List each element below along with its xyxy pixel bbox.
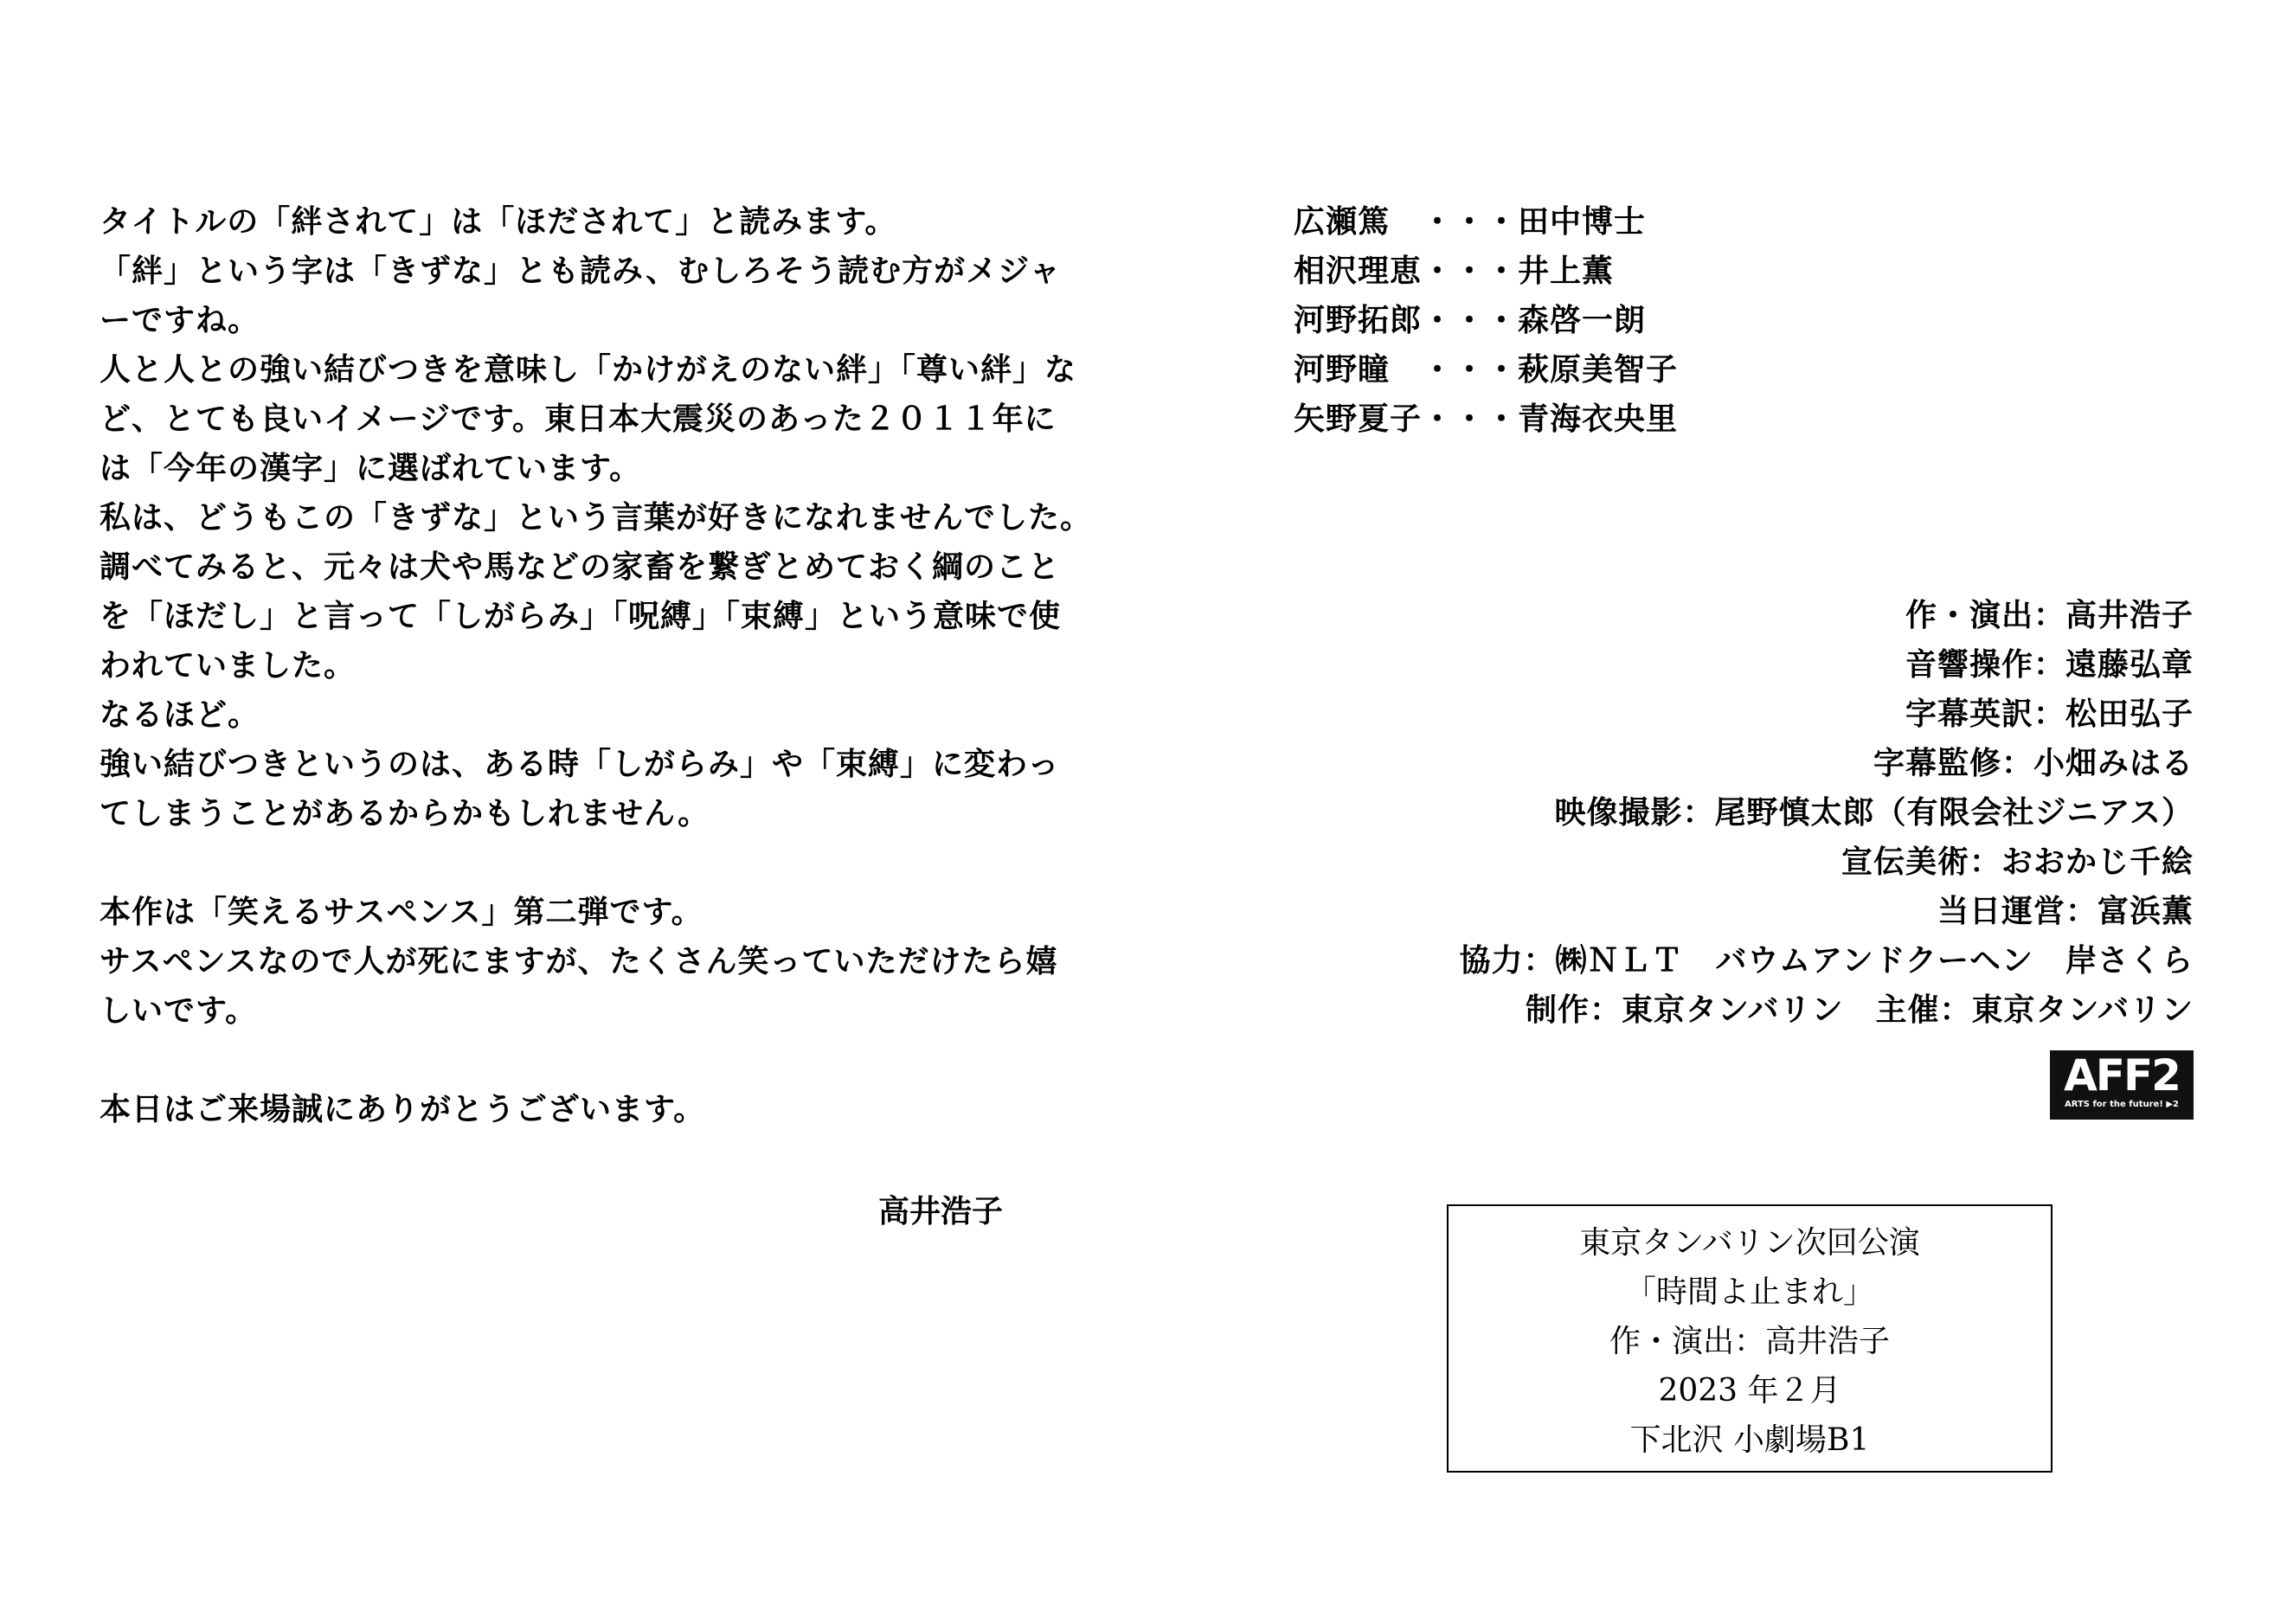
essay-line: 本作は「笑えるサスペンス」第二弾です。 [100, 894, 703, 930]
next-performance-date: 2023 年２月 [1658, 1373, 1841, 1409]
staff-row: 映像撮影：尾野慎太郎（有限会社ジニアス） [1554, 794, 2194, 831]
next-performance-venue: 下北沢 小劇場B1 [1629, 1422, 1870, 1458]
essay-paragraph-gap [100, 1036, 1017, 1085]
essay-line: を「ほだし」と言って「しがらみ」「呪縛」「束縛」という意味で使 [100, 598, 1062, 634]
staff-row: 字幕監修：小畑みはる [1873, 745, 2194, 781]
staff-row: 作・演出：高井浩子 [1905, 597, 2194, 633]
essay-line: 人と人との強い結びつきを意味し「かけがえのない絆」「尊い絆」な [100, 351, 1077, 388]
cast-row: 矢野夏子・・・青海衣央里 [1294, 401, 1679, 437]
essay-line: われていました。 [100, 647, 357, 684]
aff2-logo-tagline: ARTS for the future! ▶2 [2064, 1100, 2180, 1109]
aff2-logo [2050, 1050, 2194, 1120]
aff2-logo-mark: AFF2 [2064, 1050, 2180, 1101]
cast-row: 河野拓郎・・・森啓一朗 [1294, 302, 1647, 338]
essay-line: なるほど。 [100, 696, 260, 733]
essay-line: ーですね。 [100, 302, 260, 338]
essay-line: 本日はご来場誠にありがとうございます。 [100, 1091, 706, 1127]
next-performance-director: 作・演出：高井浩子 [1609, 1324, 1890, 1359]
essay-line: ど、とても良いイメージです。東日本大震災のあった２０１１年に [100, 401, 1057, 437]
cast-list [1294, 197, 1744, 444]
staff-row: 当日運営：富浜薫 [1937, 893, 2194, 929]
essay-line: しいです。 [100, 992, 258, 1029]
essay-line: 私は、どうもこの「きずな」という言葉が好きになれませんでした。 [100, 499, 1093, 536]
essay-text [100, 197, 1093, 1134]
next-performance-title: 「時間よ止まれ」 [1624, 1274, 1874, 1310]
essay-line: 強い結びつきというのは、ある時「しがらみ」や「束縛」に変わっ [100, 746, 1060, 782]
essay-signature: 高井浩子 [878, 1193, 1004, 1229]
cast-row: 河野瞳 ・・・萩原美智子 [1294, 351, 1679, 388]
staff-row: 制作：東京タンバリン 主催：東京タンバリン [1526, 992, 2194, 1028]
essay-line: 調べてみると、元々は犬や馬などの家畜を繋ぎとめておく綱のこと [100, 549, 1061, 585]
staff-row: 字幕英訳：松田弘子 [1905, 696, 2194, 732]
next-performance-heading: 東京タンバリン次回公演 [1579, 1225, 1920, 1261]
staff-row: 宣伝美術：おおかじ千絵 [1841, 844, 2194, 880]
next-performance-box [1447, 1204, 2053, 1473]
cast-row: 広瀬篤 ・・・田中博士 [1294, 203, 1647, 240]
cast-row: 相沢理恵・・・井上薫 [1294, 253, 1615, 289]
essay-line: タイトルの「絆されて」は「ほだされて」と読みます。 [100, 203, 897, 240]
staff-row: 音響操作：遠藤弘章 [1905, 646, 2194, 683]
essay-line: は「今年の漢字」に選ばれています。 [100, 450, 642, 486]
essay-paragraph-gap [100, 838, 1017, 888]
staff-credits [1328, 591, 2194, 1035]
essay-line: サスペンスなので人が死にますが、たくさん笑っていただけたら嬉 [100, 943, 1058, 979]
staff-row: 協力：㈱ＮＬＴ バウムアンドクーヘン 岸さくら [1459, 942, 2194, 979]
essay-line: てしまうことがあるからかもしれません。 [100, 795, 710, 831]
essay-line: 「絆」という字は「きずな」とも読み、むしろそう読む方がメジャ [100, 253, 1062, 289]
